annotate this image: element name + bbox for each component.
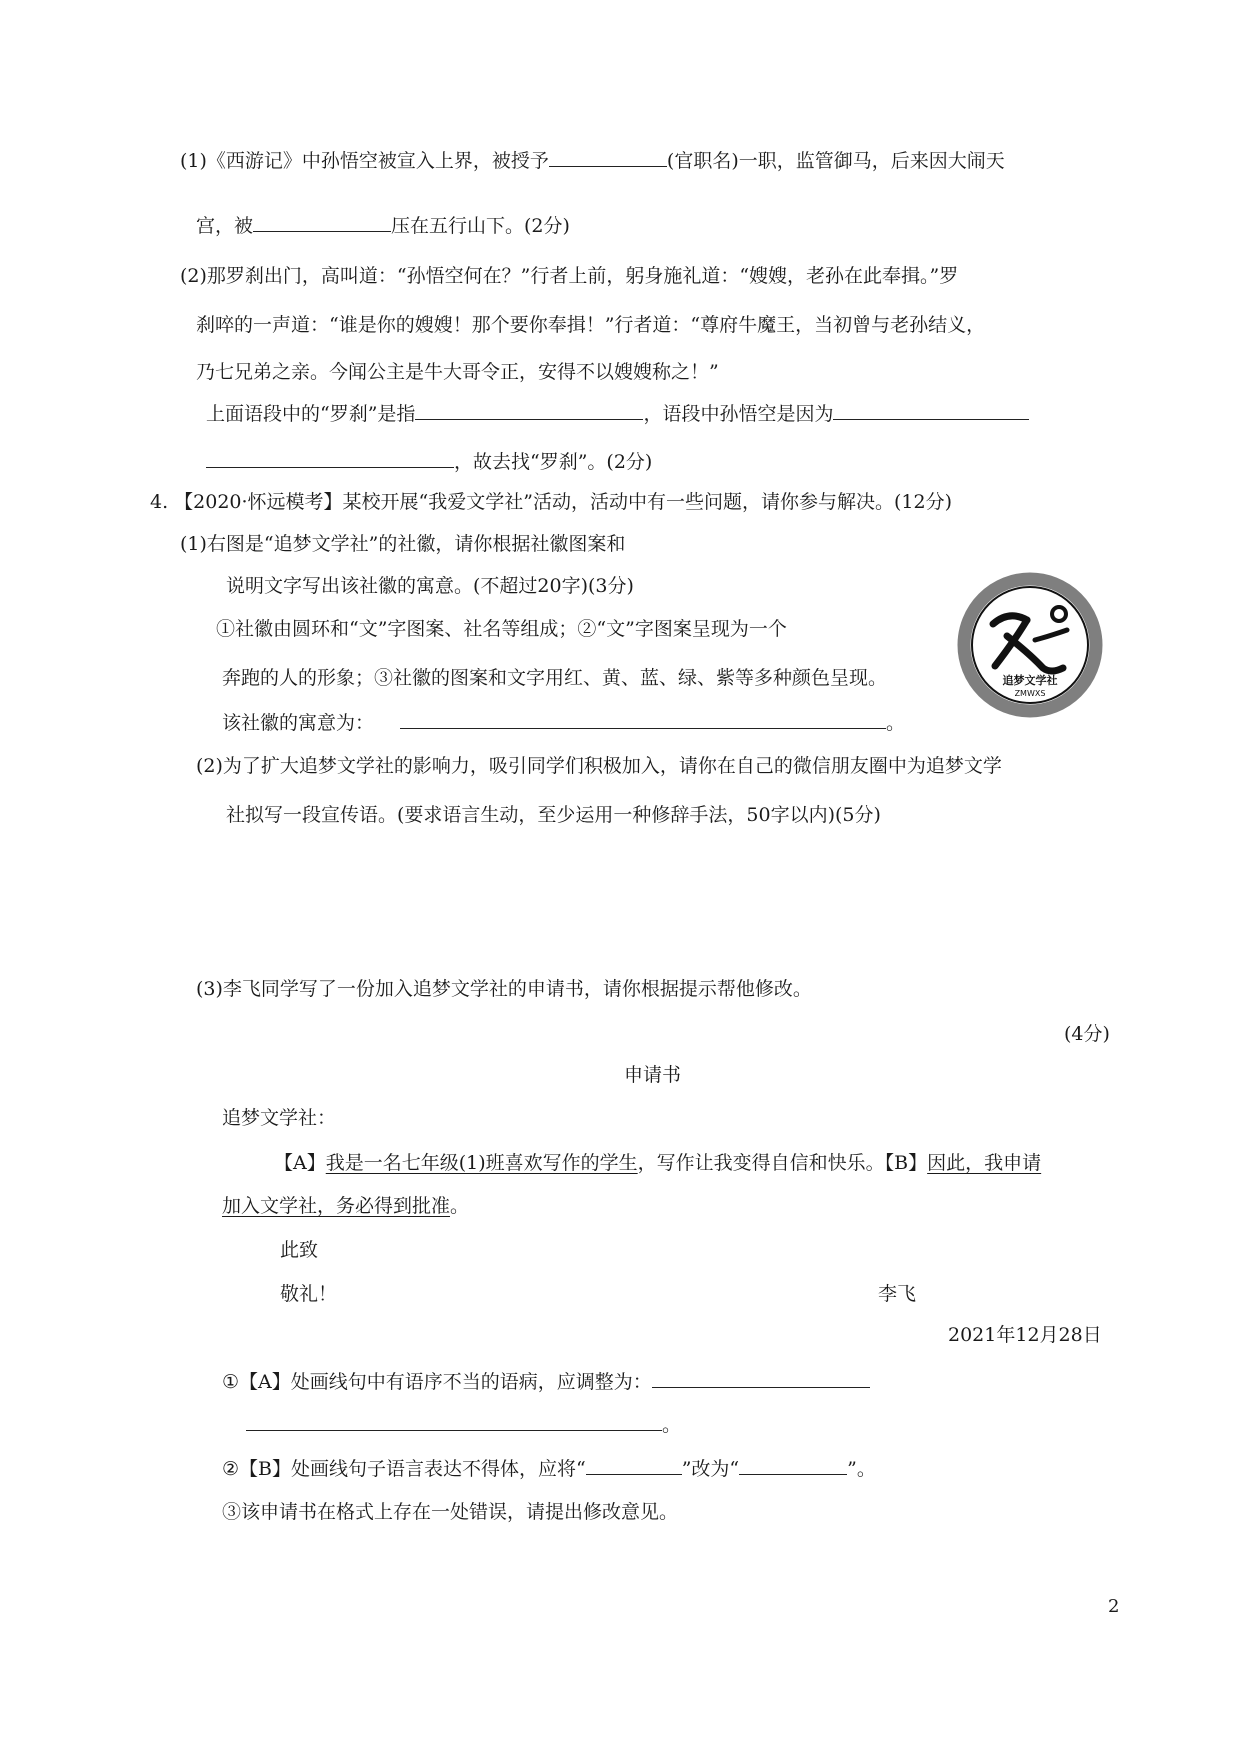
letter-closing-2: 敬礼！: [280, 1283, 338, 1305]
answer-blank[interactable]: [415, 399, 643, 420]
q3-1-line-2: 宫，被 压在五行山下。(2分): [196, 211, 570, 239]
q3-2-line-5: ，故去找“罗刹”。(2分): [206, 447, 652, 475]
q3-2-line-2: 刹啐的一声道：“谁是你的嫂嫂！那个要你奉揖！”行者道：“尊府牛魔王，当初曾与老孙结义，: [196, 314, 986, 336]
letter-body-line-2: 加入文学社，务必得到批准。: [222, 1195, 470, 1217]
q4-1-line-3: ①社徽由圆环和“文”字图案、社名等组成；②“文”字图案呈现为一个: [216, 618, 787, 640]
letter-greeting: 追梦文学社：: [222, 1107, 337, 1129]
answer-blank[interactable]: [586, 1454, 682, 1475]
q4-3-line-1: (3)李飞同学写了一份加入追梦文学社的申请书，请你根据提示帮他修改。: [196, 978, 812, 1000]
letter-title: 申请书: [624, 1064, 682, 1086]
q3-2-line-3: 乃七兄弟之亲。今闻公主是牛大哥令正，安得不以嫂嫂称之！”: [196, 361, 719, 383]
letter-signature: 李飞: [878, 1283, 917, 1305]
sub-question-1: ①【A】处画线句中有语序不当的语病，应调整为：: [222, 1367, 870, 1395]
answer-blank[interactable]: [833, 399, 1029, 420]
answer-blank[interactable]: [206, 447, 454, 468]
q4-2-line-1: (2)为了扩大追梦文学社的影响力，吸引同学们积极加入，请你在自己的微信朋友圈中为追梦文学: [196, 755, 1002, 777]
running-wen-figure-icon: [993, 607, 1067, 671]
society-badge-logo: [955, 570, 1105, 720]
q4-1-line-2: 说明文字写出该社徽的寓意。(不超过20字)(3分): [226, 575, 634, 597]
q3-1-line-1: (1)《西游记》中孙悟空被宣入上界，被授予 (官职名)一职，监管御马，后来因大闹天: [180, 146, 1005, 174]
q4-3-score: (4分): [1064, 1023, 1110, 1045]
underlined-sentence-b-cont: 加入文学社，务必得到批准: [222, 1195, 451, 1217]
answer-blank[interactable]: [253, 211, 391, 232]
answer-blank[interactable]: [652, 1367, 870, 1388]
underlined-sentence-b: 因此，我申请: [927, 1152, 1042, 1174]
answer-blank[interactable]: [739, 1454, 847, 1475]
q4-title: 4. 【2020·怀远模考】某校开展“我爱文学社”活动，活动中有一些问题，请你参与解决。(12分): [150, 491, 952, 513]
page-number: 2: [1108, 1596, 1120, 1617]
underlined-sentence-a: 我是一名七年级(1)班喜欢写作的学生: [325, 1152, 638, 1174]
q4-2-line-2: 社拟写一段宣传语。(要求语言生动，至少运用一种修辞手法，50字以内)(5分): [226, 804, 881, 826]
q3-2-line-4: 上面语段中的“罗刹”是指 ，语段中孙悟空是因为: [206, 399, 1029, 427]
answer-blank[interactable]: [246, 1410, 662, 1431]
badge-name-cn: 追梦文学社: [1002, 674, 1058, 687]
answer-blank[interactable]: [549, 146, 667, 167]
sub-question-3: ③该申请书在格式上存在一处错误，请提出修改意见。: [222, 1501, 679, 1523]
letter-closing-1: 此致: [280, 1239, 319, 1261]
answer-blank[interactable]: [400, 708, 886, 729]
q3-2-line-1: (2)那罗刹出门，高叫道：“孙悟空何在？”行者上前，躬身施礼道：“嫂嫂，老孙在此奉揖。”罗: [180, 265, 959, 287]
letter-date: 2021年12月28日: [948, 1324, 1102, 1346]
sub-question-2: ②【B】处画线句子语言表达不得体，应将“ ”改为“ ”。: [222, 1454, 876, 1482]
q4-1-line-5: 该社徽的寓意为： 。: [222, 708, 905, 736]
q4-1-line-4: 奔跑的人的形象；③社徽的图案和文字用红、黄、蓝、绿、紫等多种颜色呈现。: [222, 667, 888, 689]
q4-1-line-1: (1)右图是“追梦文学社”的社徽，请你根据社徽图案和: [180, 533, 626, 555]
badge-name-en: ZMWXS: [1014, 689, 1046, 698]
letter-body-line-1: 【A】我是一名七年级(1)班喜欢写作的学生，写作让我变得自信和快乐。【B】因此，我申请: [274, 1152, 1042, 1174]
sub-question-1-cont: 。: [246, 1410, 681, 1438]
